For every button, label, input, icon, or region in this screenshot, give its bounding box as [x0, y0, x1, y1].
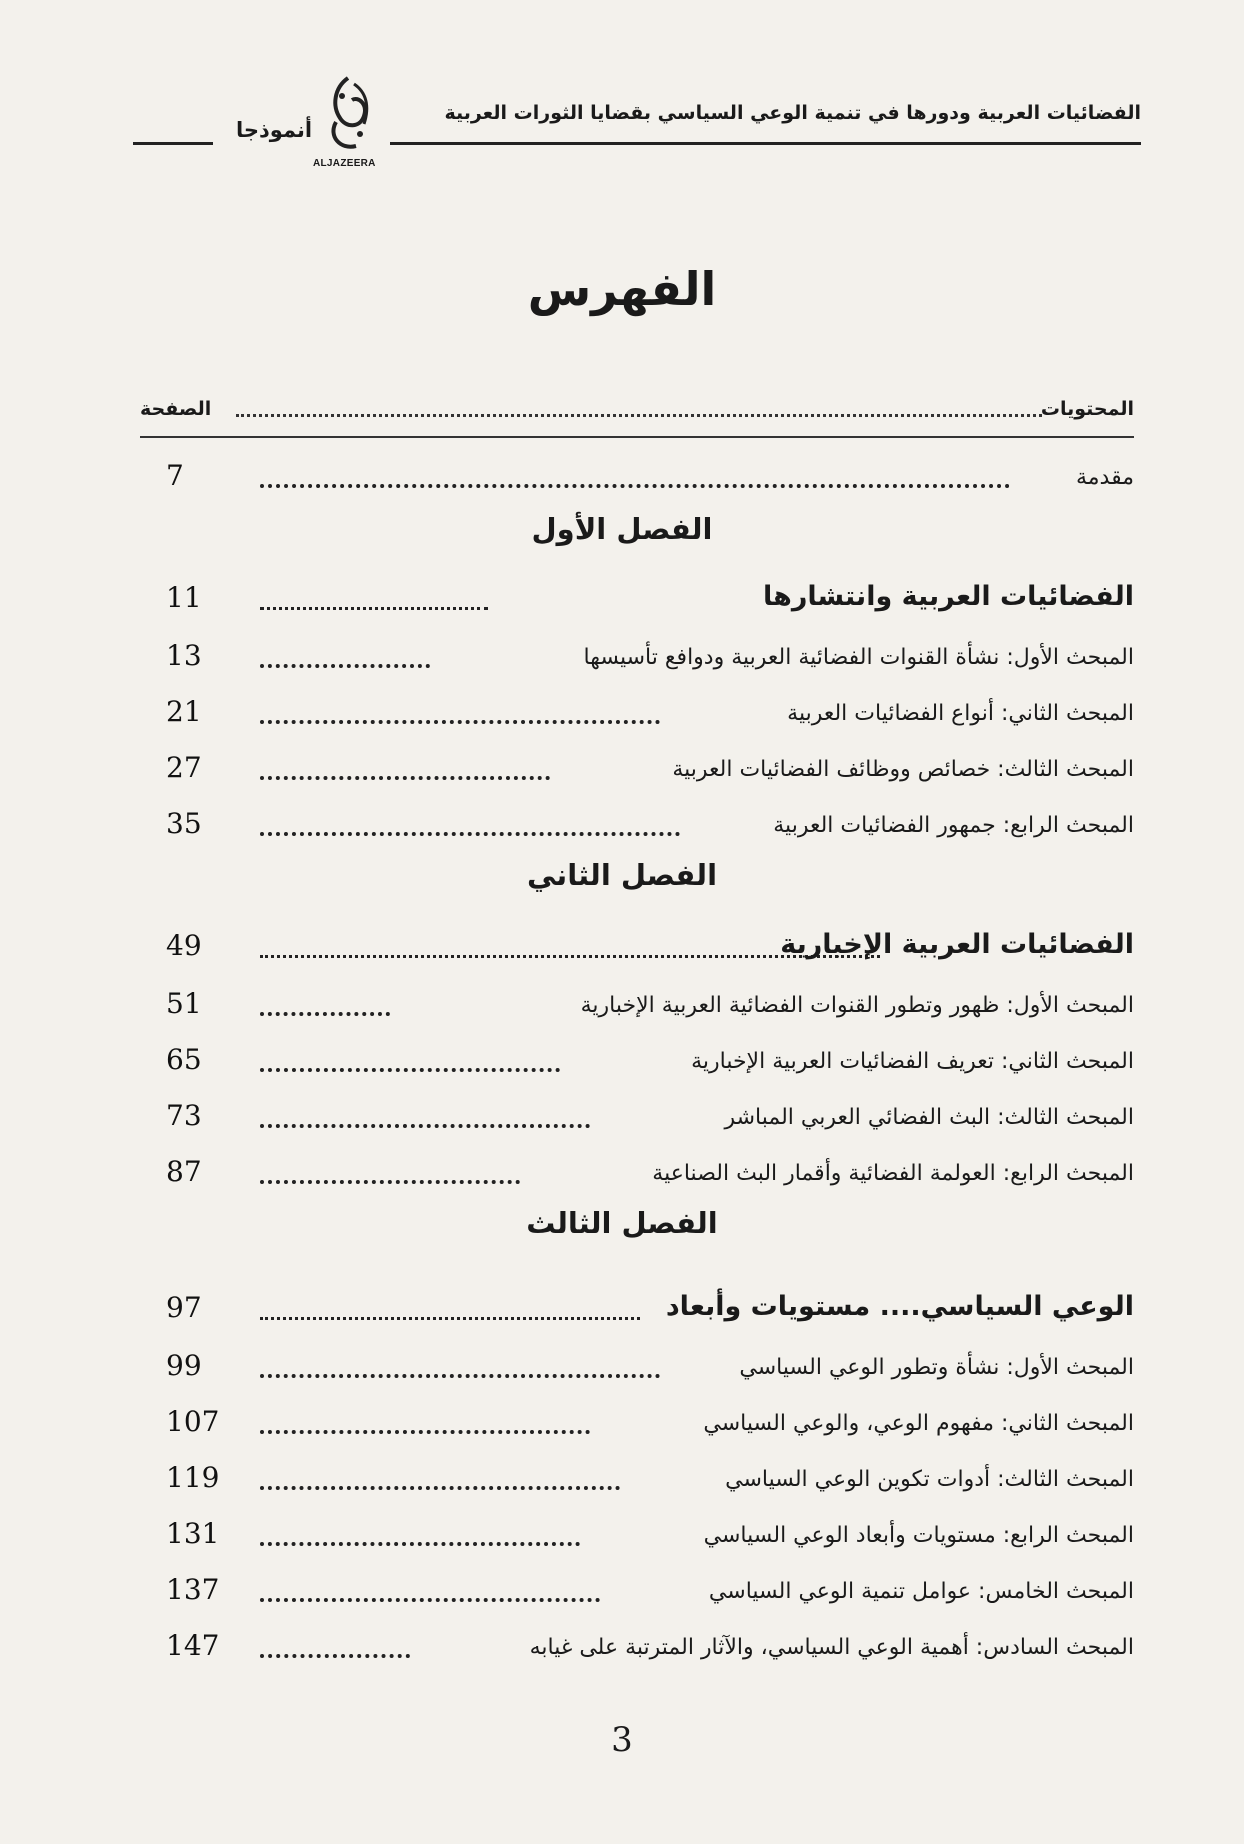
leader-dots: [260, 716, 660, 724]
entry-label: المبحث الثالث: خصائص ووظائف الفضائيات العربية: [672, 757, 1134, 782]
toc-entry-chapter[interactable]: [140, 568, 1134, 618]
toc-entry-intro[interactable]: [140, 446, 1134, 496]
toc-entry[interactable]: [140, 1560, 1134, 1610]
column-header-page: الصفحة: [140, 398, 212, 420]
entry-label: المبحث الرابع: جمهور الفضائيات العربية: [773, 813, 1134, 838]
leader-dots: [260, 1120, 590, 1128]
toc-entry[interactable]: [140, 1336, 1134, 1386]
toc-entry[interactable]: [140, 1392, 1134, 1442]
leader-dots: [260, 1594, 600, 1602]
page-ref: 87: [166, 1155, 202, 1188]
header-rule: [390, 142, 1141, 145]
leader-dots: [260, 1370, 660, 1378]
entry-label: المبحث الثالث: البث الفضائي العربي المباشر: [724, 1105, 1134, 1130]
page-ref: 27: [166, 751, 202, 784]
leader-dots: [260, 1176, 520, 1184]
chapter-heading: الفصل الثاني: [526, 858, 718, 892]
page-ref: 35: [166, 807, 202, 840]
page-ref: 137: [166, 1573, 220, 1606]
entry-label: الفضائيات العربية الإخبارية: [780, 929, 1134, 960]
toc-entry[interactable]: [140, 1616, 1134, 1666]
entry-label: المبحث الثاني: تعريف الفضائيات العربية الإخبارية: [691, 1049, 1134, 1074]
column-header-contents: المحتويات: [1040, 398, 1134, 420]
toc-entry[interactable]: [140, 1086, 1134, 1136]
leader-dots: [260, 603, 488, 610]
page-ref: 51: [166, 987, 202, 1020]
toc-entry-chapter[interactable]: [140, 1278, 1134, 1328]
entry-label: مقدمة: [1075, 465, 1134, 490]
page-ref: 11: [166, 581, 202, 614]
page-ref: 107: [166, 1405, 220, 1438]
entry-label: المبحث الأول: نشأة وتطور الوعي السياسي: [739, 1355, 1134, 1380]
toc-entry[interactable]: [140, 1030, 1134, 1080]
toc-entry[interactable]: [140, 974, 1134, 1024]
entry-label: المبحث الثاني: مفهوم الوعي، والوعي السياسي: [703, 1411, 1134, 1436]
toc-entry[interactable]: [140, 1142, 1134, 1192]
page-number: 3: [611, 1720, 633, 1760]
toc-entry[interactable]: [140, 682, 1134, 732]
logo-tagline: أنموذجا: [236, 118, 313, 142]
toc-entry[interactable]: [140, 626, 1134, 676]
logo-wordmark: ALJAZEERA: [313, 158, 376, 169]
toc-entry[interactable]: [140, 794, 1134, 844]
leader-dots: [260, 1426, 590, 1434]
leader-dots: [260, 1482, 620, 1490]
entry-label: المبحث الثالث: أدوات تكوين الوعي السياسي: [725, 1467, 1134, 1492]
leader-dots: [260, 828, 680, 836]
page-ref: 147: [166, 1629, 220, 1662]
page-ref: 49: [166, 929, 202, 962]
column-header-leader: [236, 414, 1042, 417]
entry-label: الفضائيات العربية وانتشارها: [763, 581, 1134, 612]
leader-dots: [260, 1064, 560, 1072]
entry-label: المبحث الأول: ظهور وتطور القنوات الفضائية العربية الإخبارية: [580, 993, 1134, 1018]
toc-entry[interactable]: [140, 738, 1134, 788]
entry-label: المبحث الرابع: العولمة الفضائية وأقمار البث الصناعية: [652, 1161, 1134, 1186]
leader-dots: [260, 660, 430, 668]
page-ref: 99: [166, 1349, 202, 1382]
chapter-heading: الفصل الأول: [531, 512, 713, 546]
leader-dots: [260, 1008, 390, 1016]
page-ref: 119: [166, 1461, 220, 1494]
page-ref: 65: [166, 1043, 202, 1076]
entry-label: المبحث السادس: أهمية الوعي السياسي، والآثار المترتبة على غيابه: [529, 1635, 1134, 1660]
page-ref: 21: [166, 695, 202, 728]
entry-label: المبحث الخامس: عوامل تنمية الوعي السياسي: [708, 1579, 1134, 1604]
page-ref: 13: [166, 639, 202, 672]
running-header-title: الفضائيات العربية ودورها في تنمية الوعي السياسي بقضايا الثورات العربية: [444, 102, 1141, 124]
page-ref: 73: [166, 1099, 202, 1132]
toc-title: الفهرس: [527, 262, 717, 316]
leader-dots: [260, 1650, 410, 1658]
entry-label: الوعي السياسي.... مستويات وأبعاد: [665, 1291, 1134, 1322]
page-ref: 7: [166, 459, 184, 492]
toc-entry[interactable]: [140, 1504, 1134, 1554]
page-ref: 131: [166, 1517, 220, 1550]
toc-entry-chapter[interactable]: [140, 916, 1134, 966]
leader-dots: [260, 772, 550, 780]
leader-dots: [260, 480, 1010, 488]
entry-label: المبحث الرابع: مستويات وأبعاد الوعي السياسي: [703, 1523, 1134, 1548]
header-rule-short: [133, 142, 213, 145]
entry-label: المبحث الأول: نشأة القنوات الفضائية العربية ودوافع تأسيسها: [583, 645, 1134, 670]
chapter-heading: الفصل الثالث: [526, 1206, 718, 1240]
page-ref: 97: [166, 1291, 202, 1324]
toc-entry[interactable]: [140, 1448, 1134, 1498]
entry-label: المبحث الثاني: أنواع الفضائيات العربية: [787, 701, 1134, 726]
header-divider: [140, 436, 1134, 438]
leader-dots: [260, 1313, 640, 1320]
leader-dots: [260, 1538, 580, 1546]
